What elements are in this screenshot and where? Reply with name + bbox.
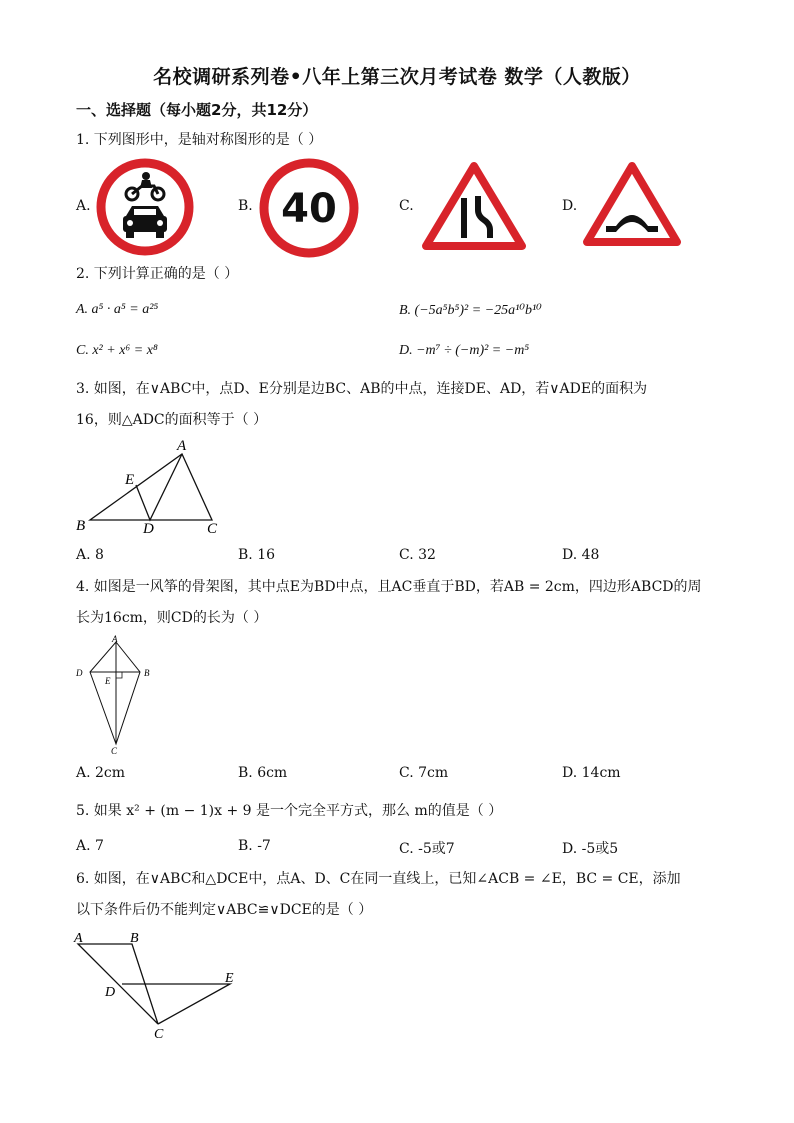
q5-option-a: A. 7	[76, 838, 104, 854]
q5-stem: 5. 如果 x² + (m − 1)x + 9 是一个完全平方式，那么 m的值是（ ）	[76, 803, 503, 819]
q6-triangles-diagram	[72, 928, 244, 1044]
q2-option-b: B. (−5a⁵b⁵)² = −25a¹⁰b¹⁰	[399, 303, 542, 318]
q4-point-b: B	[144, 668, 150, 678]
q4-option-c: C. 7cm	[399, 765, 449, 781]
page-title: 名校调研系列卷•八年上第三次月考试卷 数学（人教版）	[153, 66, 641, 88]
q4-point-a: A	[112, 634, 118, 644]
q3-point-c: C	[207, 521, 218, 536]
q6-point-b: B	[130, 931, 139, 946]
q6-point-c: C	[154, 1027, 164, 1042]
q3-point-a: A	[177, 438, 187, 454]
q4-option-b: B. 6cm	[238, 765, 288, 781]
q1-label-d: D.	[562, 198, 578, 214]
q1-label-b: B.	[238, 198, 253, 214]
q6-point-e: E	[225, 971, 234, 986]
q6-stem-line2: 以下条件后仍不能判定∨ABC≌∨DCE的是（ ）	[76, 902, 373, 918]
q4-stem-line1: 4. 如图是一风筝的骨架图，其中点E为BD中点，且AC垂直于BD，若AB = 2cm，四边形ABCD的周	[76, 579, 702, 595]
q3-point-b: B	[76, 518, 86, 534]
q4-point-d: D	[76, 668, 83, 678]
q1-label-a: A.	[76, 198, 91, 214]
q5-option-c: C. -5或7	[399, 841, 455, 857]
q5-option-b: B. -7	[238, 838, 271, 854]
q4-stem-line2: 长为16cm，则CD的长为（ ）	[76, 610, 268, 626]
q3-option-a: A. 8	[76, 547, 104, 563]
q2-option-c: C. x² + x⁶ = x⁸	[76, 343, 158, 358]
q6-point-d: D	[105, 985, 116, 1000]
q1-label-c: C.	[399, 198, 414, 214]
q5-option-d: D. -5或5	[562, 841, 619, 857]
q3-option-d: D. 48	[562, 547, 600, 563]
q3-option-c: C. 32	[399, 547, 436, 563]
q3-stem-line2: 16，则△ADC的面积等于（ ）	[76, 412, 268, 428]
q6-point-a: A	[74, 931, 83, 946]
q6-stem-line1: 6. 如图，在∨ABC和△DCE中，点A、D、C在同一直线上，已知∠ACB = ∠E，BC = CE，添加	[76, 871, 681, 887]
q3-point-d: D	[143, 521, 154, 536]
sign-a-prohibition-icon	[96, 158, 194, 256]
q4-kite-diagram	[74, 632, 160, 758]
q1-stem: 1. 下列图形中，是轴对称图形的是（ ）	[76, 132, 323, 148]
q4-point-c: C	[111, 746, 118, 756]
q4-option-d: D. 14cm	[562, 765, 621, 781]
sign-d-bridge-icon	[582, 160, 682, 248]
q2-option-d: D. −m⁷ ÷ (−m)² = −m⁵	[399, 343, 530, 358]
q3-triangle-diagram	[74, 436, 234, 536]
q3-point-e: E	[125, 472, 135, 488]
q4-option-a: A. 2cm	[76, 765, 126, 781]
sign-b-speed-limit-icon	[259, 158, 359, 258]
sign-c-road-narrows-icon	[420, 160, 528, 252]
q2-option-a: A. a⁵ · a⁵ = a²⁵	[76, 302, 159, 317]
section-heading: 一、选择题（每小题2分，共12分）	[76, 101, 318, 119]
q3-option-b: B. 16	[238, 547, 276, 563]
q4-point-e: E	[105, 676, 111, 686]
q2-stem: 2. 下列计算正确的是（ ）	[76, 266, 239, 282]
q3-stem-line1: 3. 如图，在∨ABC中，点D、E分别是边BC、AB的中点，连接DE、AD，若∨ADE的面积为	[76, 381, 648, 397]
sign-b-number: 40	[281, 186, 337, 232]
